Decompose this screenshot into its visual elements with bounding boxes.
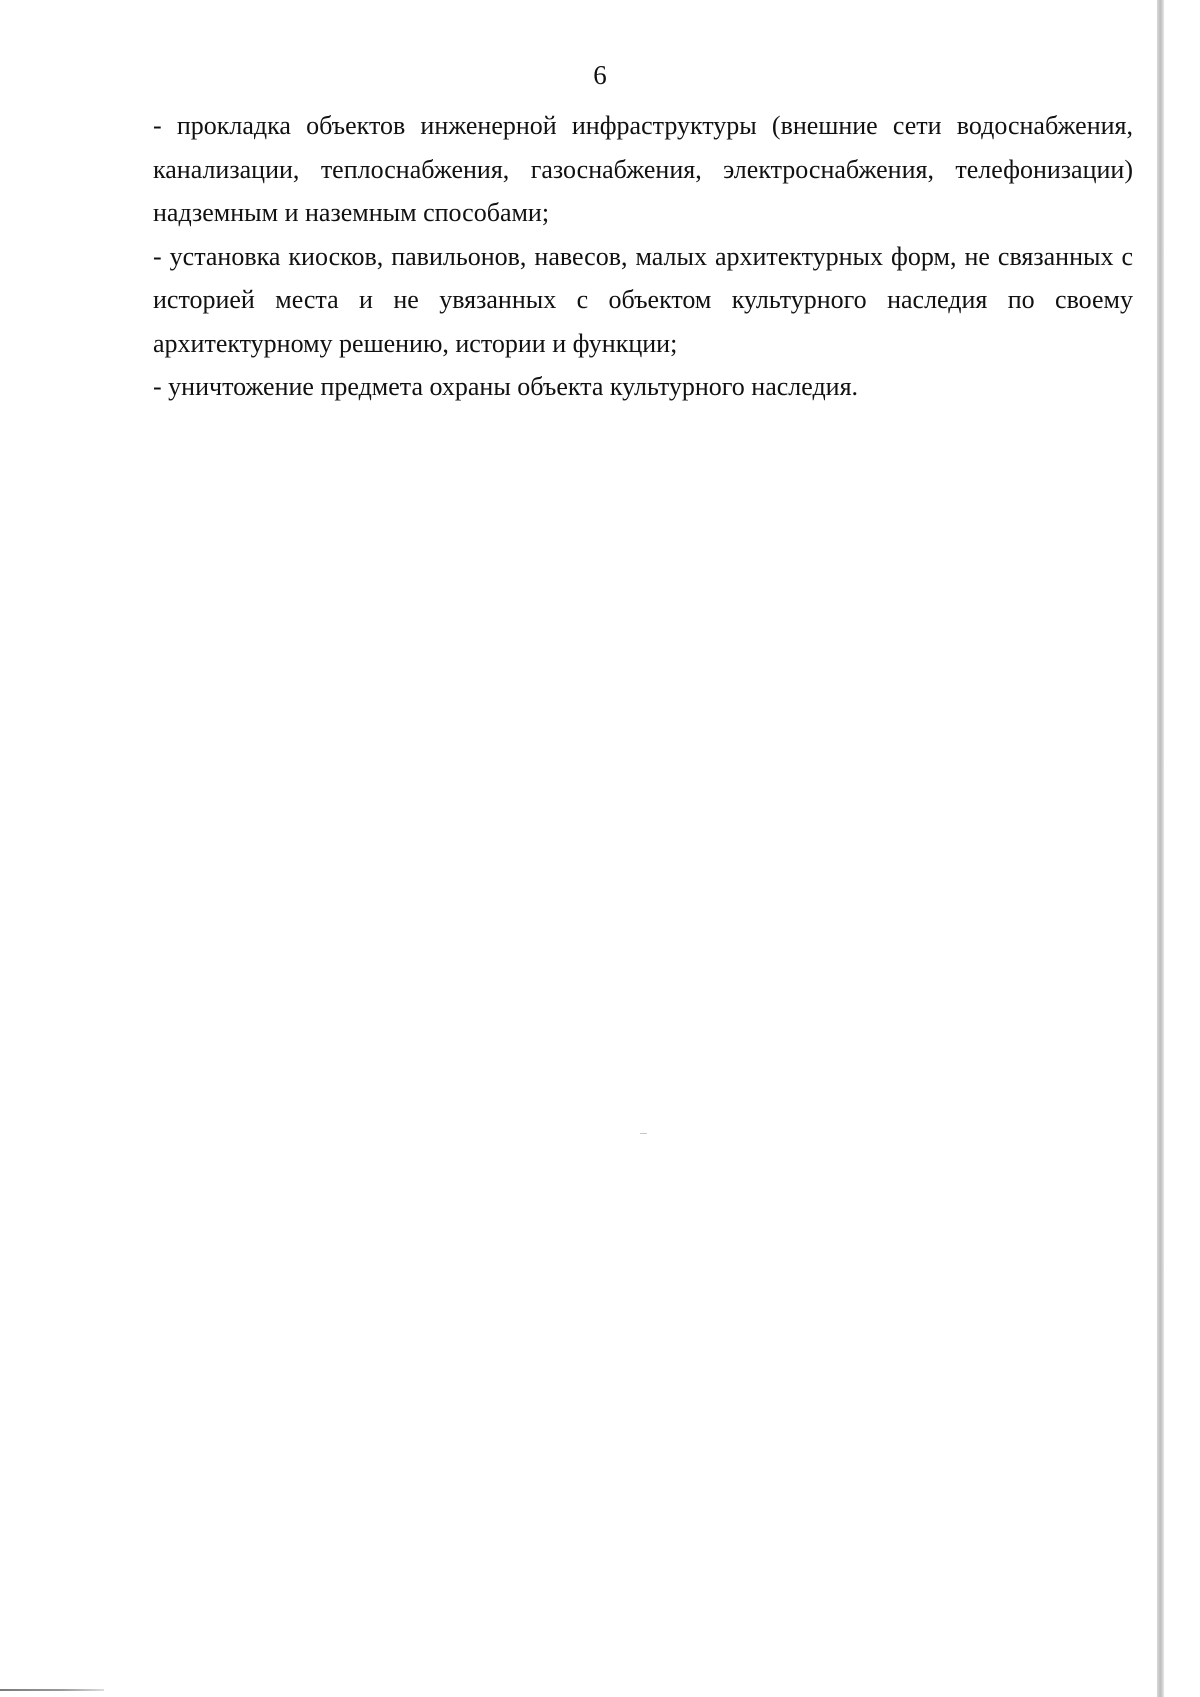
- list-item-infrastructure: - прокладка объектов инженерной инфраструктуры (внешние сети водоснабжения, канализации, теплоснабжения, газоснабжения, электроснабжения, телефонизации) надземным и наземным способами;: [153, 111, 1133, 227]
- list-item-destruction: - уничтожение предмета охраны объекта культурного наследия.: [153, 372, 859, 401]
- list-item-kiosks: - установка киосков, павильонов, навесов, малых архитектурных форм, не связанных с историей места и не увязанных с объектом культурного наследия по своему архитектурному решению, истории и функции;: [153, 241, 1133, 358]
- scan-artifact-mark: [640, 1133, 647, 1134]
- page-edge-shadow: [1157, 0, 1164, 1697]
- scan-artifact-bottom-line: [0, 1689, 104, 1691]
- document-body: [153, 104, 1133, 409]
- page-number: 6: [593, 60, 607, 90]
